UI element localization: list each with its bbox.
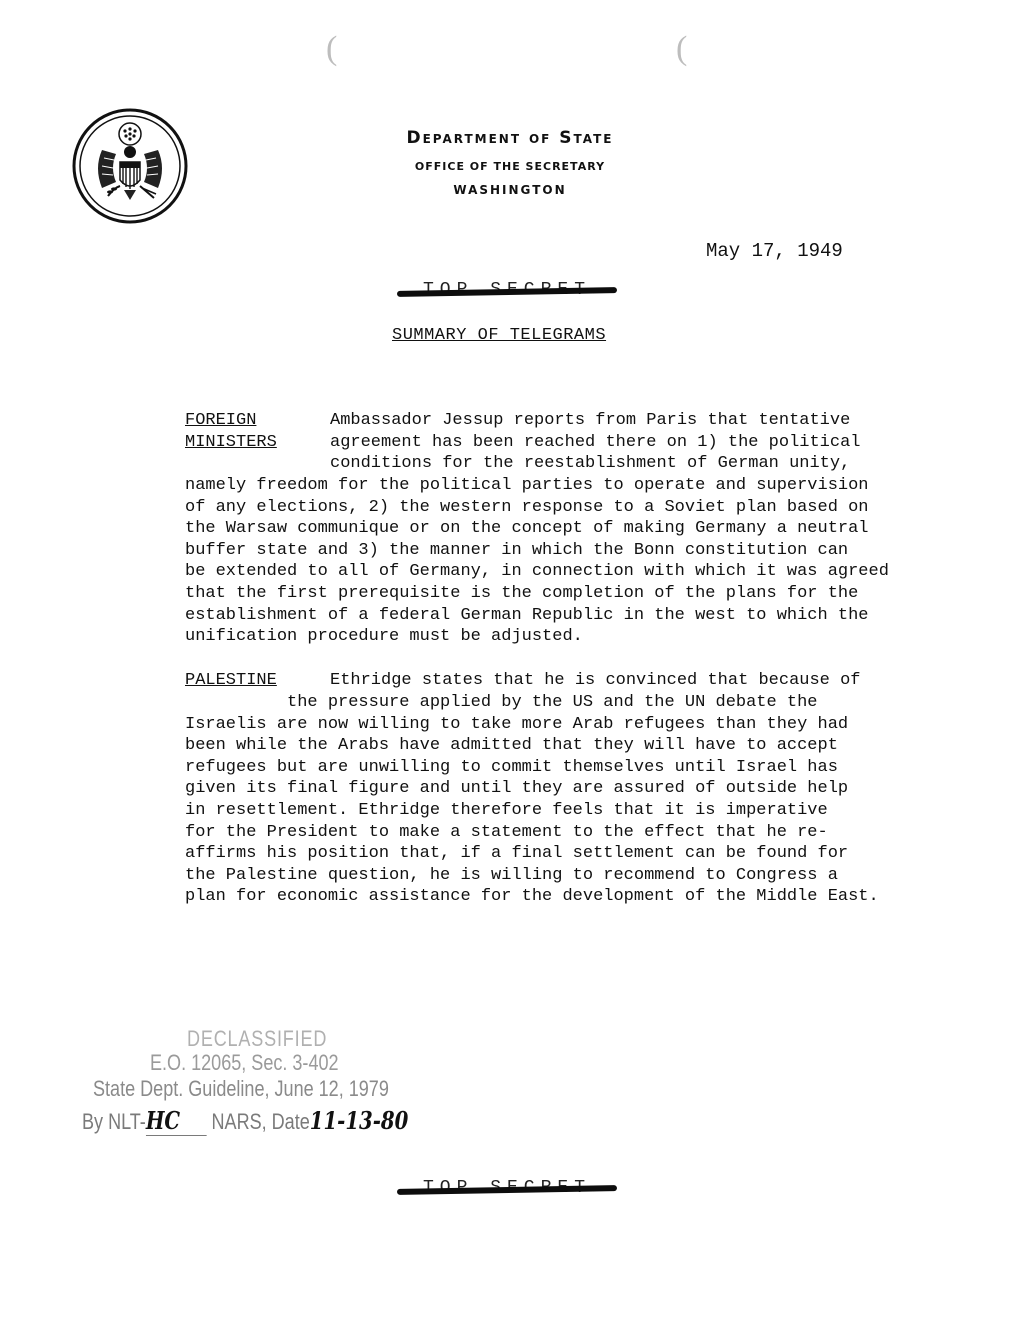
letterhead-department: Department of State: [406, 128, 614, 148]
text-line: refugees but are unwilling to commit themselves until Israel has: [185, 757, 838, 777]
classification-marking-top: [397, 280, 617, 300]
margin-mark-right: (: [676, 30, 688, 67]
text-line: conditions for the reestablishment of German unity,: [330, 454, 851, 474]
declassified-stamp-guideline: State Dept. Guideline, June 12, 1979: [93, 1076, 389, 1101]
text-line: been while the Arabs have admitted that they will have to accept: [185, 736, 838, 756]
stamp-mid: NARS, Date: [206, 1109, 310, 1134]
text-line: agreement has been reached there on 1) the political: [330, 432, 861, 452]
classification-marking-bottom: [397, 1178, 617, 1198]
handwritten-date: 11-13-80: [309, 1106, 409, 1135]
letterhead-office: OFFICE OF THE SECRETARY: [414, 160, 606, 173]
margin-mark-left: (: [326, 30, 338, 67]
section-label-palestine: [185, 670, 277, 692]
stamp-prefix: By NLT-: [82, 1109, 146, 1134]
great-seal-icon: [72, 108, 188, 224]
text-line: plan for economic assistance for the development of the Middle East.: [185, 887, 879, 907]
paragraph-foreign-ministers-indented: [330, 410, 861, 475]
text-line: Ambassador Jessup reports from Paris that tentative: [330, 411, 851, 430]
text-line: in resettlement. Ethridge therefore feels that it is imperative: [185, 800, 828, 820]
text-line: Israelis are now willing to take more Arab refugees than they had: [185, 714, 849, 734]
text-line: be extended to all of Germany, in connection with which it was agreed: [185, 562, 889, 582]
text-line: affirms his position that, if a final settlement can be found for: [185, 844, 849, 864]
letterhead-city: WASHINGTON: [453, 183, 567, 197]
handwritten-initials: HC: [146, 1106, 207, 1136]
paragraph-palestine-body: [185, 692, 879, 908]
declassified-stamp-signoff: [82, 1106, 408, 1136]
text-line: unification procedure must be adjusted.: [185, 627, 583, 647]
document-date: May 17, 1949: [706, 240, 843, 262]
declassified-stamp-authority: E.O. 12065, Sec. 3-402: [150, 1050, 339, 1075]
text-line: the Palestine question, he is willing to recommend to Congress a: [185, 865, 838, 885]
text-line: of any elections, 2) the western response to a Soviet plan based on: [185, 497, 869, 517]
paragraph-palestine-indented: [330, 670, 861, 692]
text-line: Ethridge states that he is convinced that because of: [330, 671, 861, 690]
section-label-line: PALESTINE: [185, 671, 277, 690]
section-label-line: FOREIGN: [185, 411, 257, 430]
text-line: the pressure applied by the US and the UN debate the: [185, 693, 818, 712]
text-line: the Warsaw communique or on the concept of making Germany a neutral: [185, 519, 869, 539]
text-line: given its final figure and until they are assured of outside help: [185, 779, 849, 799]
text-line: namely freedom for the political parties to operate and supervision: [185, 476, 869, 495]
paragraph-foreign-ministers-body: [185, 475, 889, 648]
text-line: that the first prerequisite is the completion of the plans for the: [185, 583, 859, 603]
section-label-line: MINISTERS: [185, 432, 277, 452]
text-line: establishment of a federal German Republic in the west to which the: [185, 605, 869, 625]
section-label-foreign-ministers: [185, 410, 277, 453]
document-subject: SUMMARY OF TELEGRAMS: [392, 326, 607, 345]
declassified-stamp-title: DECLASSIFIED: [187, 1026, 328, 1051]
text-line: buffer state and 3) the manner in which the Bonn constitution can: [185, 540, 849, 560]
text-line: for the President to make a statement to the effect that he re-: [185, 822, 828, 842]
